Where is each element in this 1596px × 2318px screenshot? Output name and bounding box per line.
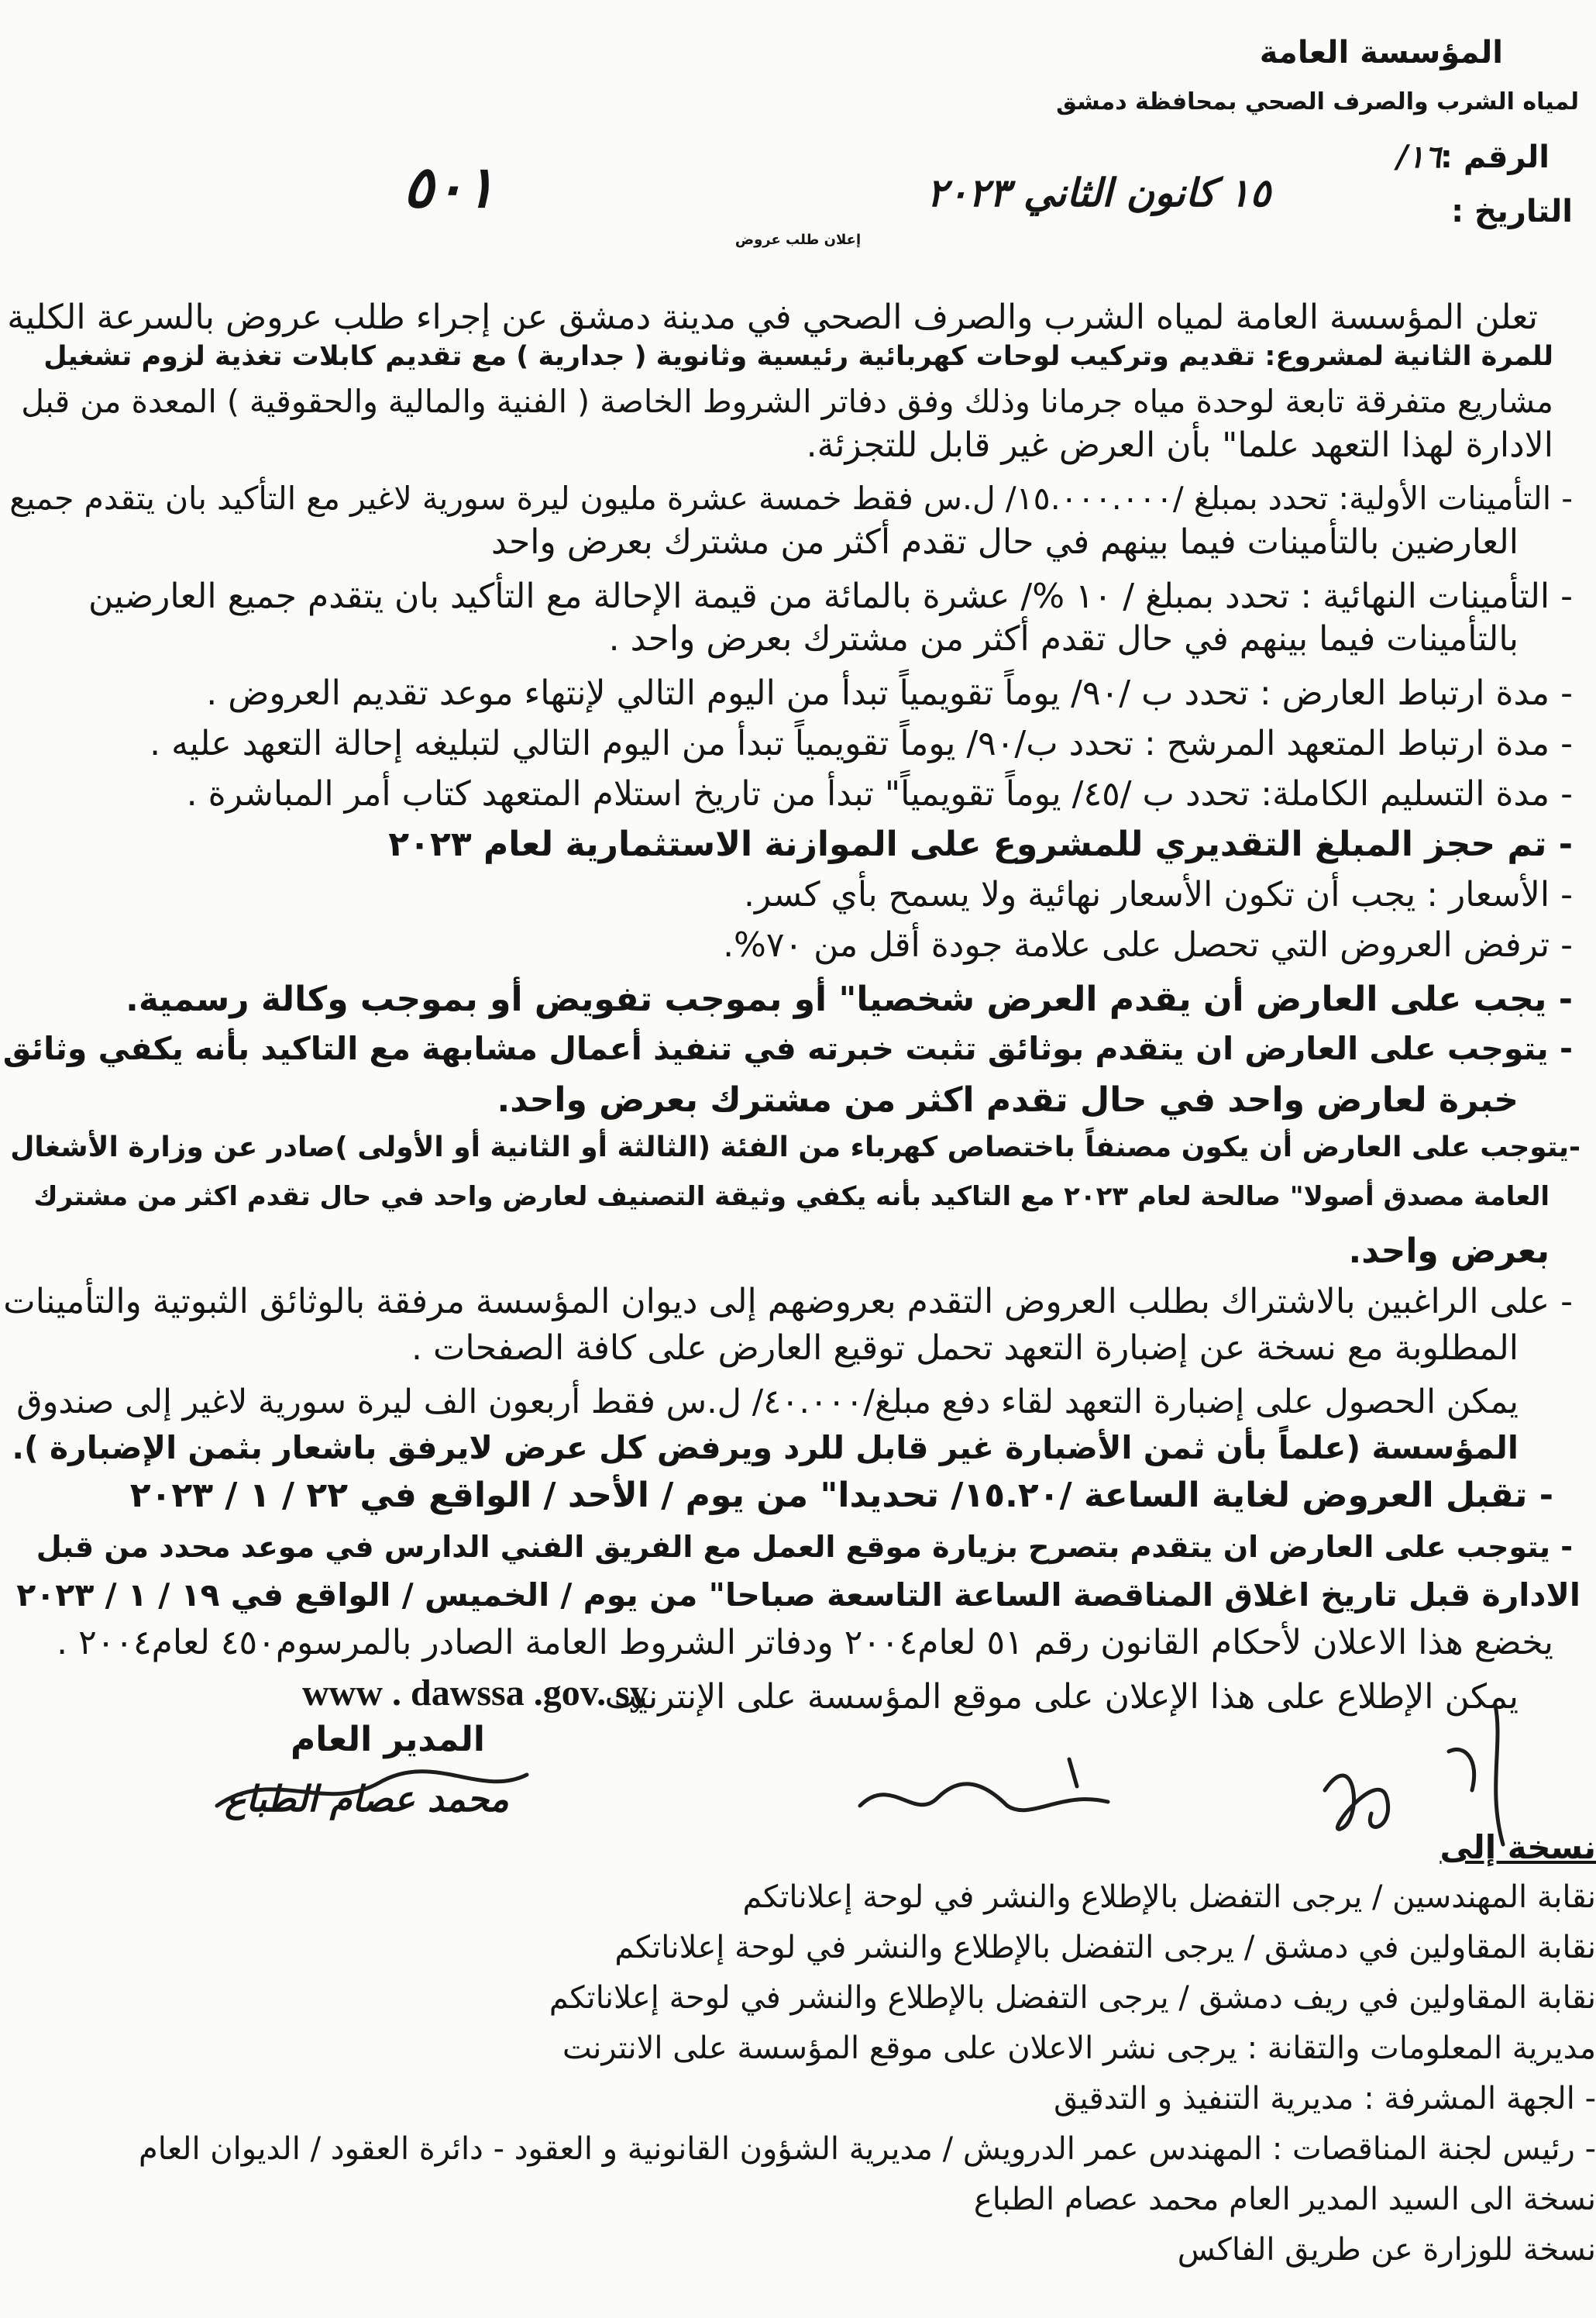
classification-line-3: بعرض واحد.: [1348, 1231, 1550, 1271]
copies-header: نسخة إلى: [1439, 1828, 1596, 1866]
experience-line-1: - يتوجب على العارض ان يتقدم بوثائق تثبت خبرته في تنفيذ أعمال مشابهة مع التاكيد بأنه يكفي وثائق: [2, 1030, 1573, 1067]
date-label: التاريخ :: [1451, 194, 1573, 229]
classification-line-1: -يتوجب على العارض أن يكون مصنفاً باختصاص كهرباء من الفئة (الثالثة أو الثانية أو الأولى )صادر عن وزارة الأشغال: [10, 1131, 1581, 1163]
law-clause: يخضع هذا الاعلان لأحكام القانون رقم ٥١ لعام٢٠٠٤ ودفاتر الشروط العامة الصادر بالمرسوم٤٥٠ لعام٢٠٠٤ .: [57, 1623, 1553, 1662]
signature-underline-scribble: [209, 1759, 535, 1829]
experience-line-2: خبرة لعارض واحد في حال تقدم اكثر من مشترك بعرض واحد.: [497, 1080, 1519, 1120]
delivery-period: - مدة التسليم الكاملة: تحدد ب /٤٥/ يوماً تقويمياً" تبدأ من تاريخ استلام المتعهد كتاب أمر المباشرة .: [186, 774, 1573, 814]
signer-name: محمد عصام الطباع: [225, 1778, 509, 1820]
page-title: إعلان طلب عروض: [734, 232, 862, 248]
copy-item: نسخة الى السيد المدير العام محمد عصام الطباع: [973, 2182, 1596, 2217]
website-link[interactable]: www . dawssa .gov. sy: [302, 1672, 648, 1714]
intro-line-2: للمرة الثانية لمشروع: تقديم وتركيب لوحات كهربائية رئيسية وثانوية ( جدارية ) مع تقديم كابلات تغذية لزوم تشغيل: [43, 341, 1553, 372]
deadline-clause: - تقبل العروض لغاية الساعة /١٥.٢٠/ تحديدا" من يوم / الأحد / الواقع في ٢٢ / ١ / ٢٠٢٣: [129, 1476, 1553, 1515]
initial-insurance-line-2: العارضين بالتأمينات فيما بينهم في حال تقدم أكثر من مشترك بعرض واحد: [491, 522, 1519, 562]
submission-line-1: - على الراغبين بالاشتراك بطلب العروض التقدم بعروضهم إلى ديوان المؤسسة مرفقة بالوثائق الثبوتية والتأمينات: [3, 1282, 1573, 1321]
final-insurance-line-1: - التأمينات النهائية : تحدد بمبلغ / ١٠ %/ عشرة بالمائة من قيمة الإحالة مع التأكيد بان يتقدم جميع العارضين: [88, 577, 1573, 616]
reference-number: ٥٠١: [403, 154, 496, 221]
copy-item: نقابة المقاولين في ريف دمشق / يرجى التفضل بالإطلاع والنشر في لوحة إعلاناتكم: [549, 1980, 1596, 2016]
intro-line-3: مشاريع متفرقة تابعة لوحدة مياه جرمانا وذلك وفق دفاتر الشروط الخاصة ( الفنية والمالية والحقوقية ) المعدة من قبل: [21, 383, 1553, 420]
number-value: ١٦/: [1396, 139, 1441, 175]
number-label: الرقم :: [1439, 139, 1550, 175]
intro-line-1: تعلن المؤسسة العامة لمياه الشرب والصرف الصحي في مدينة دمشق عن إجراء طلب عروض بالسرعة الكلية: [7, 298, 1538, 337]
date-value: ١٥ كانون الثاني ٢٠٢٣: [927, 170, 1271, 215]
copy-item: - الجهة المشرفة : مديرية التنفيذ و التدقيق: [1054, 2081, 1596, 2117]
copy-item: مديرية المعلومات والتقانة : يرجى نشر الاعلان على موقع المؤسسة على الانترنت: [562, 2030, 1596, 2066]
personal-clause: - يجب على العارض أن يقدم العرض شخصيا" أو بموجب تفويض أو بموجب وكالة رسمية.: [126, 980, 1573, 1019]
bidder-commitment: - مدة ارتباط العارض : تحدد ب /٩٠/ يوماً تقويمياً تبدأ من اليوم التالي لإنتهاء موعد تقديم العروض .: [206, 673, 1573, 713]
quality-clause: - ترفض العروض التي تحصل على علامة جودة أقل من ٧٠%.: [723, 925, 1573, 965]
final-insurance-line-2: بالتأمينات فيما بينهم في حال تقدم أكثر من مشترك بعرض واحد .: [608, 619, 1519, 659]
copy-item: - رئيس لجنة المناقصات : المهندس عمر الدرويش / مديرية الشؤون القانونية و العقود - دائرة العقود / الديوان العام: [139, 2131, 1596, 2167]
copy-item: نقابة المقاولين في دمشق / يرجى التفضل بالإطلاع والنشر في لوحة إعلاناتكم: [614, 1930, 1596, 1965]
copy-item: نسخة للوزارة عن طريق الفاكس: [1177, 2232, 1596, 2268]
site-visit-line-2: الادارة قبل تاريخ اغلاق المناقصة الساعة التاسعة صباحا" من يوم / الخميس / الواقع في ١٩ / ١ / ٢٠٢٣: [16, 1576, 1581, 1614]
signature-scribble-1: [844, 1744, 1123, 1837]
initial-insurance-line-1: - التأمينات الأولية: تحدد بمبلغ /١٥.٠٠٠.٠٠٠/ ل.س فقط خمسة عشرة مليون ليرة سورية لاغير مع التأكيد بان يتقدم جميع: [9, 480, 1573, 517]
dossier-line-1: يمكن الحصول على إضبارة التعهد لقاء دفع مبلغ/٤٠.٠٠٠/ ل.س فقط أربعون الف ليرة سورية لاغير إلى صندوق: [16, 1383, 1519, 1421]
copy-item: نقابة المهندسين / يرجى التفضل بالإطلاع والنشر في لوحة إعلاناتكم: [742, 1879, 1596, 1915]
nominee-commitment: - مدة ارتباط المتعهد المرشح : تحدد ب/٩٠/ يوماً تقويمياً تبدأ من اليوم التالي لتبليغه إحالة التعهد عليه .: [150, 724, 1573, 763]
submission-line-2: المطلوبة مع نسخة عن إضبارة التعهد تحمل توقيع العارض على كافة الصفحات .: [411, 1328, 1519, 1368]
budget-clause: - تم حجز المبلغ التقديري للمشروع على الموازنة الاستثمارية لعام ٢٠٢٣: [388, 825, 1573, 864]
intro-line-4: الادارة لهذا التعهد علما" بأن العرض غير قابل للتجزئة.: [806, 425, 1553, 465]
org-subtitle: لمياه الشرب والصرف الصحي بمحافظة دمشق: [1056, 88, 1579, 115]
dossier-line-2: المؤسسة (علماً بأن ثمن الأضبارة غير قابل للرد ويرفض كل عرض لايرفق باشعار بثمن الإضبارة ).: [12, 1429, 1519, 1466]
signer-role: المدير العام: [291, 1720, 485, 1759]
site-visit-line-1: - يتوجب على العارض ان يتقدم بتصرح بزيارة موقع العمل مع الفريق الفني الدارس في موعد محدد من قبل: [36, 1530, 1573, 1564]
org-name: المؤسسة العامة: [1259, 35, 1503, 71]
website-text: يمكن الإطلاع على هذا الإعلان على موقع المؤسسة على الإنترنيت: [604, 1677, 1519, 1717]
classification-line-2: العامة مصدق أصولا" صالحة لعام ٢٠٢٣ مع التاكيد بأنه يكفي وثيقة التصنيف لعارض واحد في حال تقدم اكثر من مشترك: [33, 1181, 1550, 1212]
prices-clause: - الأسعار : يجب أن تكون الأسعار نهائية ولا يسمح بأي كسر.: [744, 875, 1573, 914]
